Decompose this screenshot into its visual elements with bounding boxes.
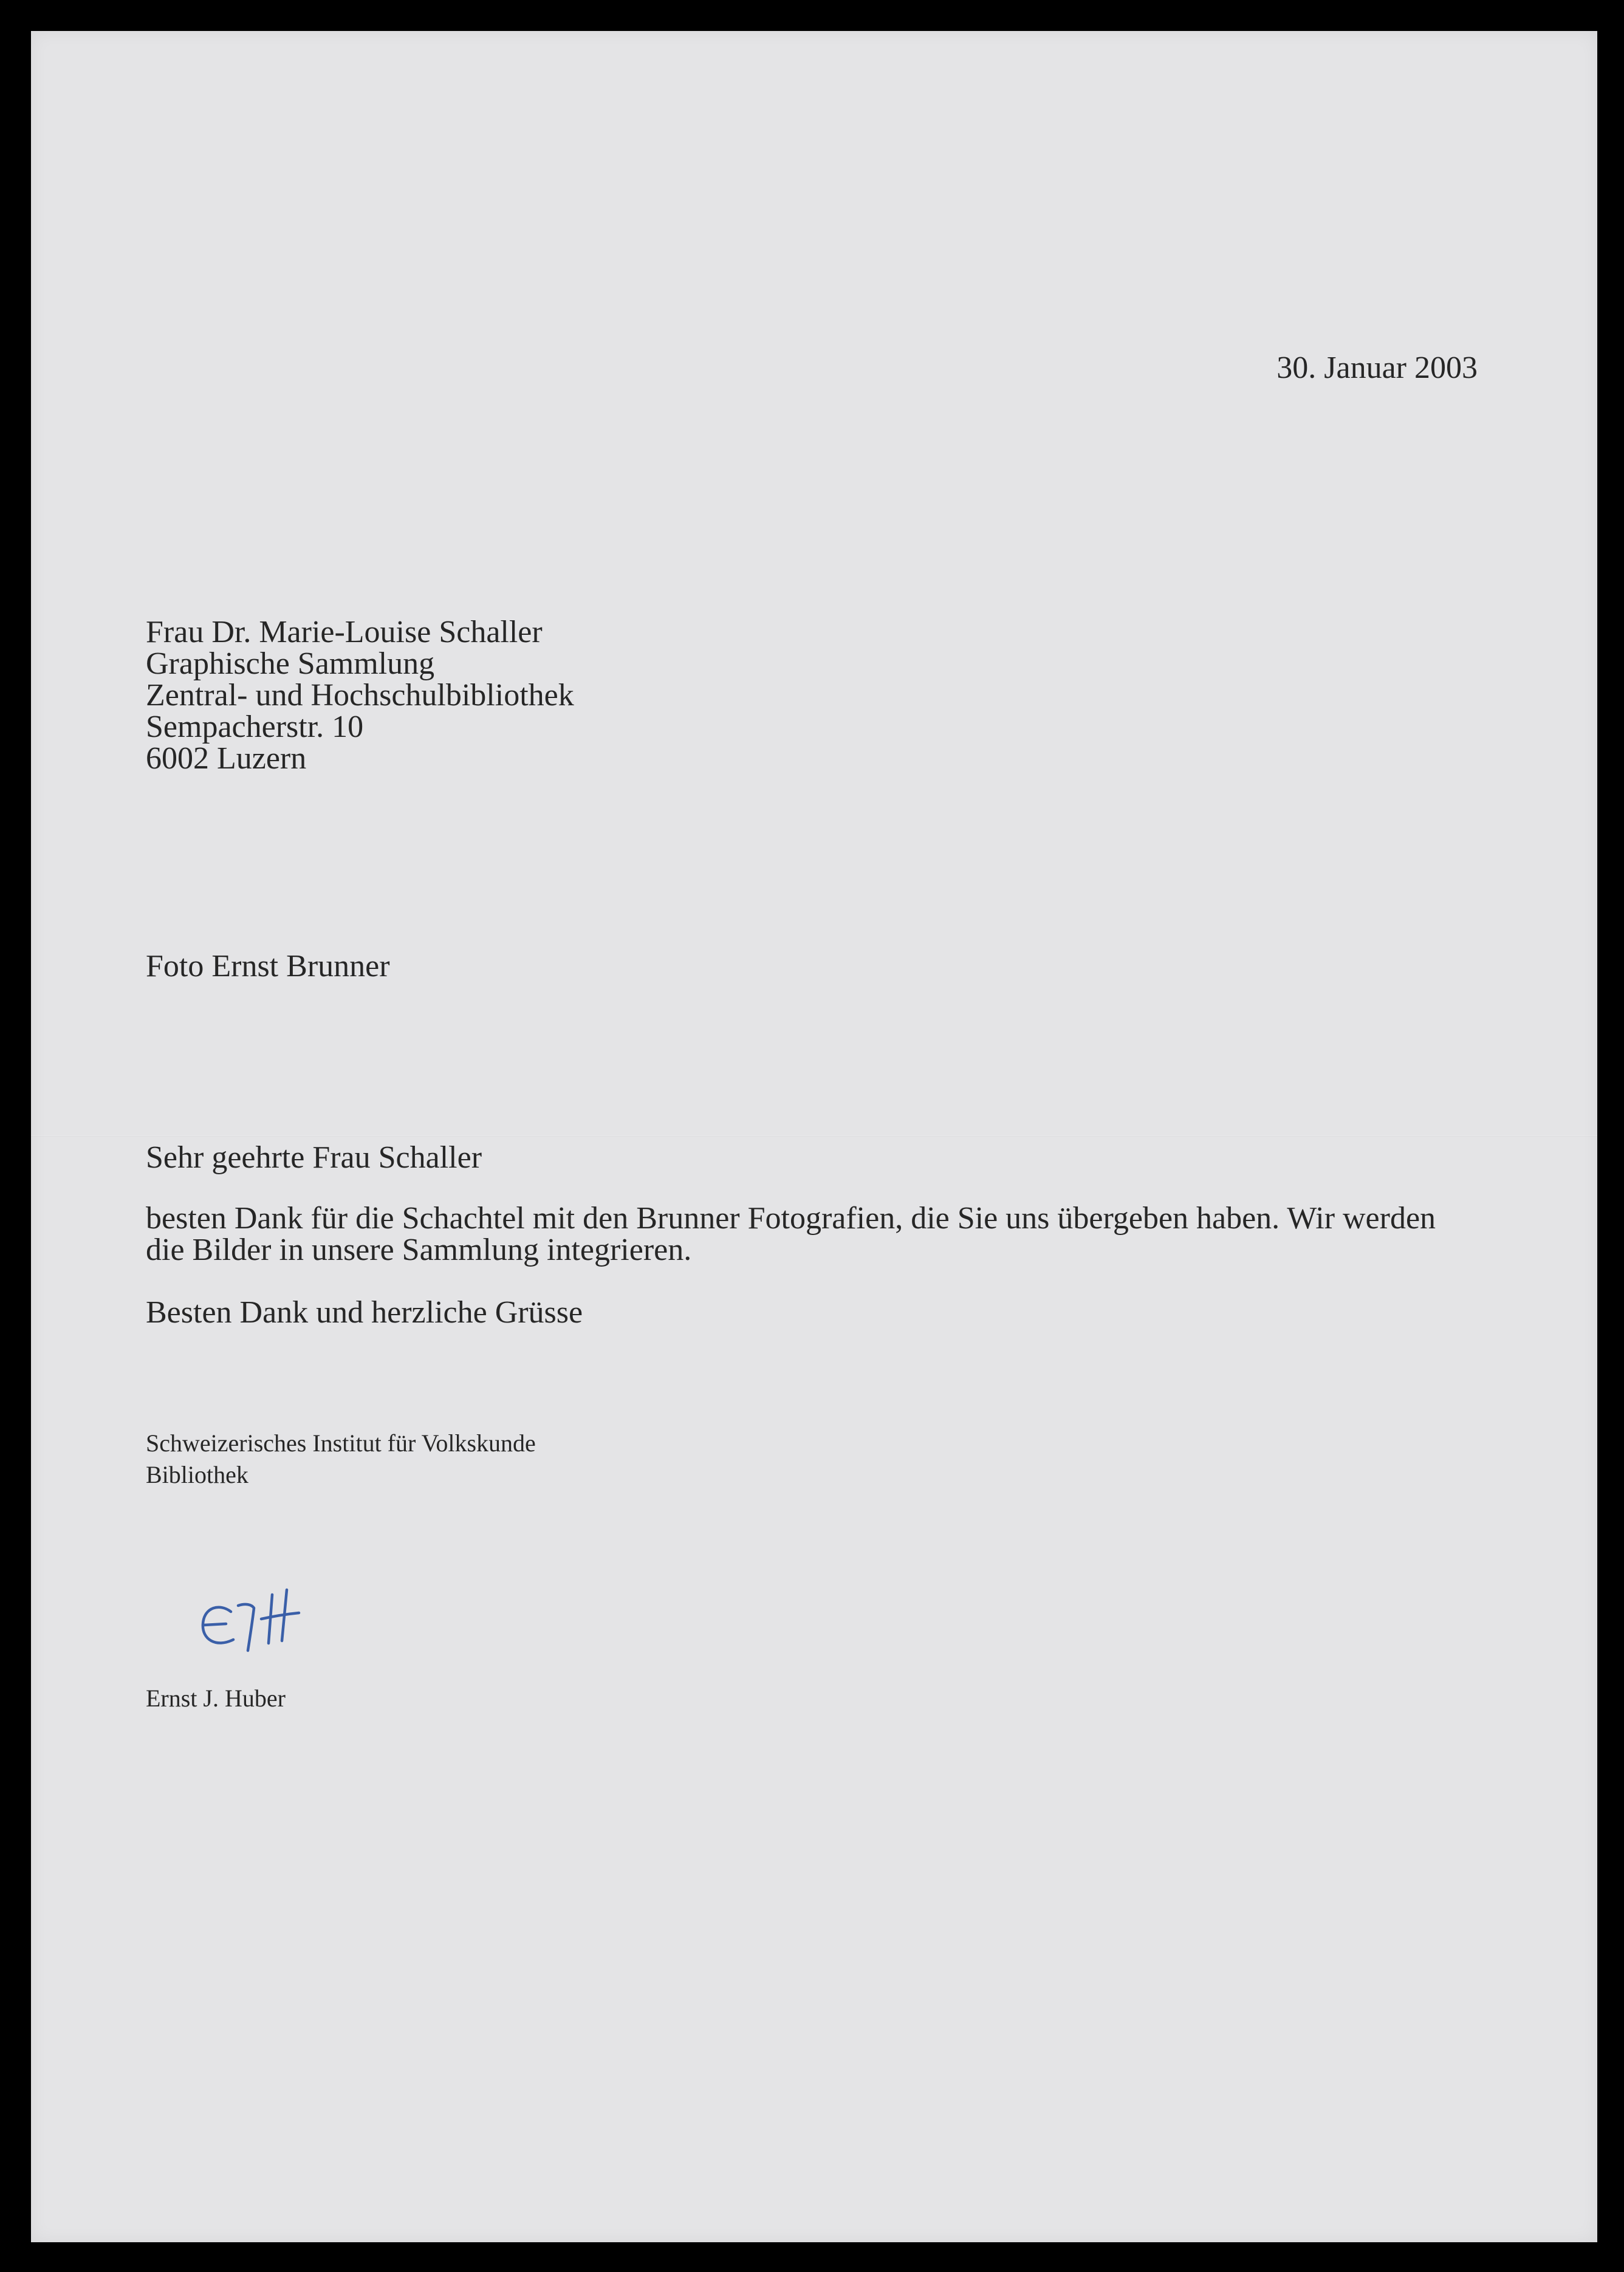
letter-closing: Besten Dank und herzliche Grüsse: [146, 1295, 583, 1330]
letter-body-line: die Bilder in unsere Sammlung integrieren.: [146, 1233, 692, 1267]
letter-subject: Foto Ernst Brunner: [146, 949, 390, 984]
recipient-city: 6002 Luzern: [146, 741, 307, 776]
sender-block: [146, 1428, 536, 1491]
letter-body: [146, 1203, 1436, 1266]
sender-name: Ernst J. Huber: [146, 1685, 286, 1712]
recipient-name: Frau Dr. Marie-Louise Schaller: [146, 615, 543, 649]
sender-department: Bibliothek: [146, 1461, 248, 1488]
page-fold-line: [31, 1135, 1597, 1137]
letter-date: 30. Januar 2003: [1276, 351, 1478, 385]
recipient-street: Sempacherstr. 10: [146, 710, 364, 744]
handwritten-signature: [196, 1576, 311, 1661]
recipient-department: Graphische Sammlung: [146, 646, 435, 681]
recipient-institution: Zentral- und Hochschulbibliothek: [146, 678, 574, 713]
sender-institution: Schweizerisches Institut für Volkskunde: [146, 1429, 536, 1457]
letter-salutation: Sehr geehrte Frau Schaller: [146, 1140, 482, 1175]
letter-body-line: besten Dank für die Schachtel mit den Brunner Fotografien, die Sie uns übergeben haben. Wir werden: [146, 1201, 1436, 1236]
recipient-address: [146, 617, 574, 775]
